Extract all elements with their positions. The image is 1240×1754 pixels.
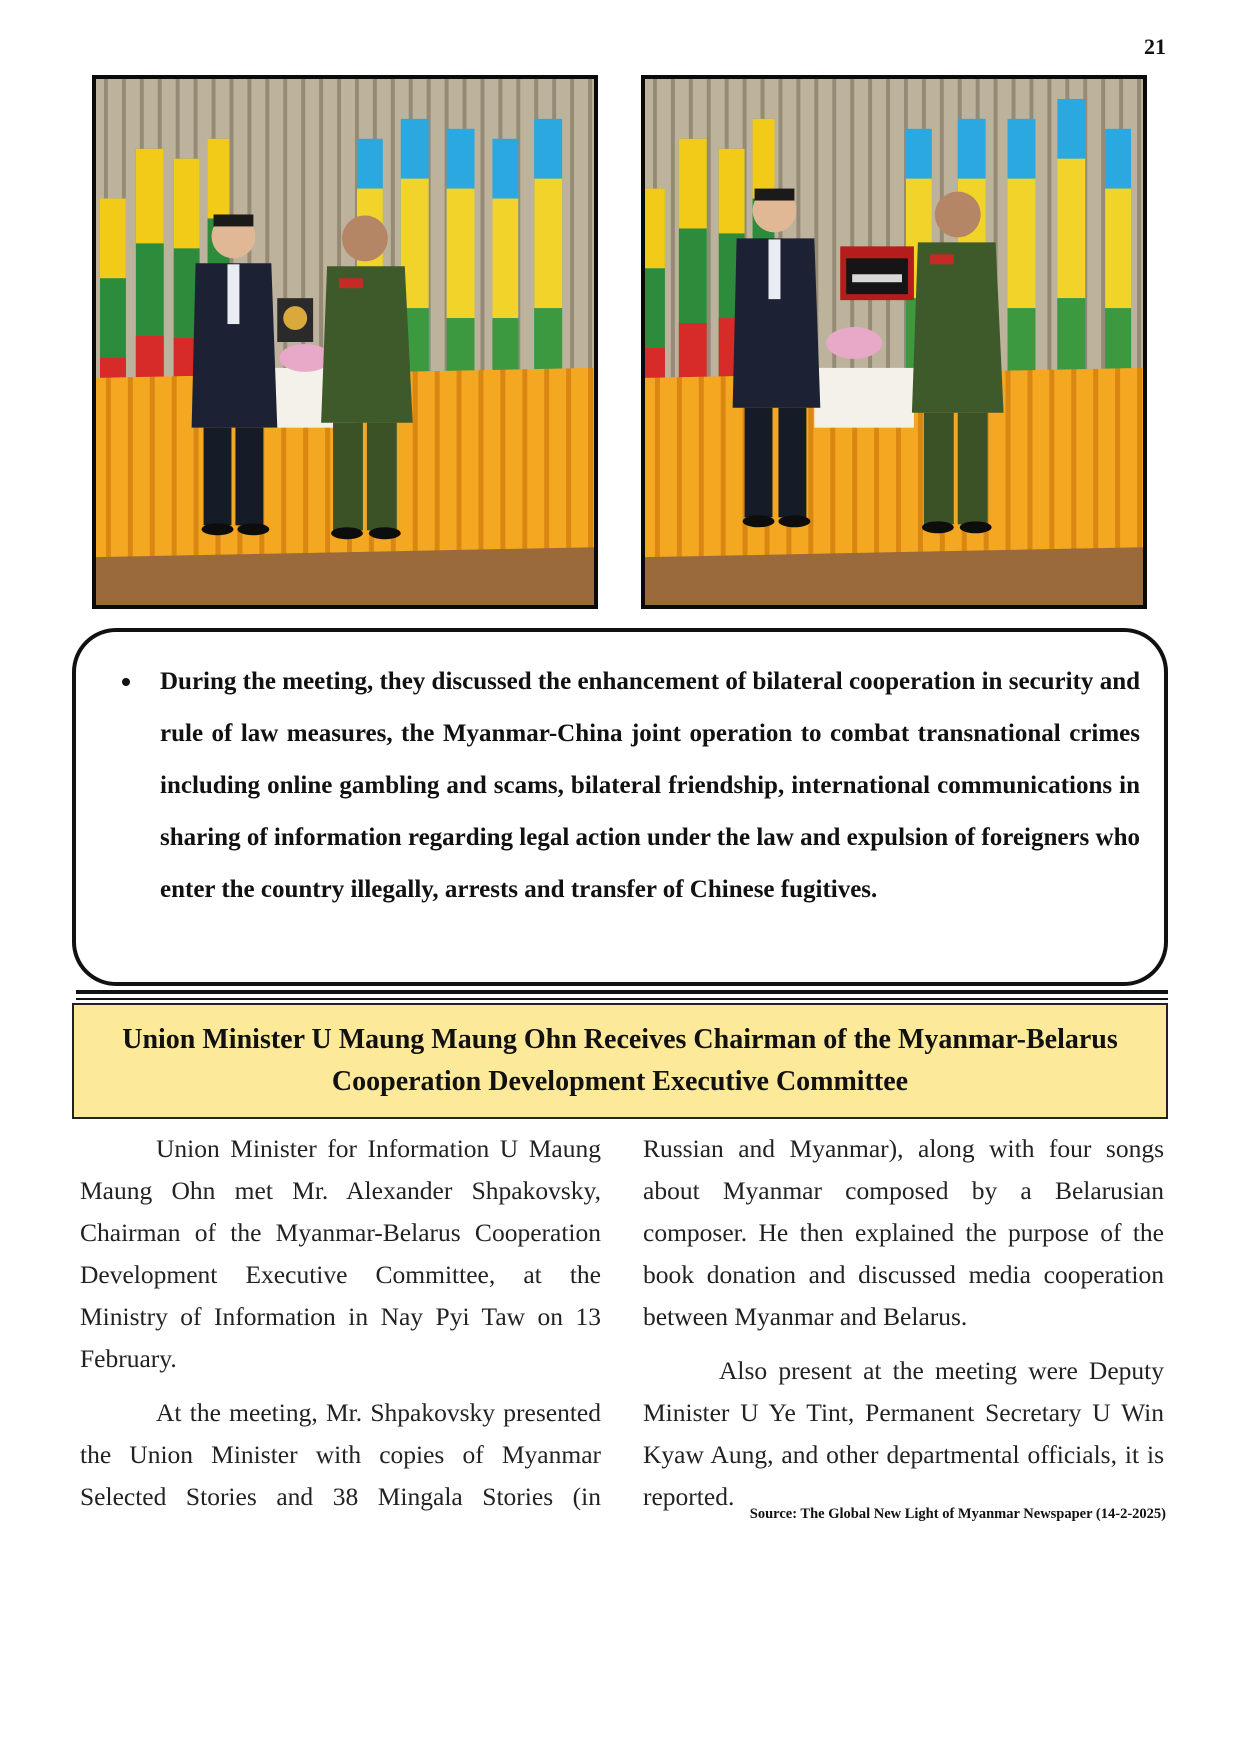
- page-number: 21: [1144, 34, 1166, 59]
- summary-bullet-text: During the meeting, they discussed the enhancement of bilateral cooperation in security and rule of law measures, the Myanmar-China joint operation to combat transnational crimes including online gambling and scams, bilateral friendship, international communications in sharing of information regarding legal action under the law and expulsion of foreigners who enter the country illegally, arrests and transfer of Chinese fugitives.: [160, 668, 1140, 903]
- bullet-dot-icon: [122, 678, 130, 686]
- article-paragraph: Union Minister for Information U Maung Maung Ohn met Mr. Alexander Shpakovsky, Chairman of the Myanmar-Belarus Cooperation Development Executive Committee, at the Ministry of Information in Nay Pyi Taw on 13 February.: [80, 1134, 601, 1373]
- meeting-photo-illustration: [645, 79, 1143, 605]
- summary-bullet-list: [100, 656, 1140, 916]
- photo-left: [92, 75, 598, 609]
- article-source: Source: The Global New Light of Myanmar Newspaper (14-2-2025): [749, 1506, 1166, 1522]
- meeting-photo-illustration: [96, 79, 594, 605]
- section-divider: [76, 990, 1168, 1000]
- article-paragraph: Also present at the meeting were Deputy Minister U Ye Tint, Permanent Secretary U Win Kyaw Aung, and other departmental officials, it is reported.: [643, 1356, 1164, 1511]
- article-headline: Union Minister U Maung Maung Ohn Receives Chairman of the Myanmar-Belarus Cooperation Development Executive Committee: [122, 1024, 1118, 1097]
- article-body: [80, 1128, 1164, 1638]
- meeting-summary-box: [72, 628, 1168, 986]
- article-paragraph: At the meeting, Mr. Shpakovsky presented the Union Minister with copies of Myanmar Selected Stories and 38 Mingala Stories (in Russian and Myanmar), along with four songs about Myanmar composed by a Belarusian composer. He then explained the purpose of the book donation and discussed media cooperation between Myanmar and Belarus.: [80, 1134, 1164, 1511]
- article-headline-box: [72, 1003, 1168, 1119]
- photo-right: [641, 75, 1147, 609]
- summary-bullet-item: [100, 656, 1140, 916]
